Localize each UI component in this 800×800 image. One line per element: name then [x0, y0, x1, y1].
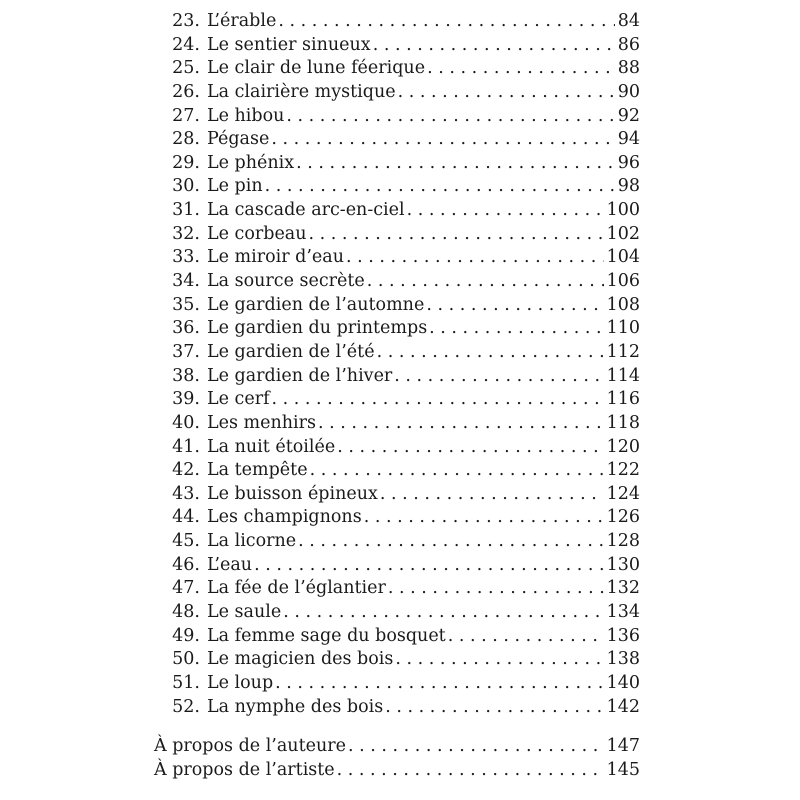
- page-number: 132: [606, 578, 640, 599]
- toc-entry: [0, 128, 800, 152]
- entry-line: [207, 412, 640, 436]
- page-number: 92: [617, 105, 640, 126]
- dot-leader: [380, 483, 604, 507]
- section-gap: [0, 719, 800, 735]
- dot-leader: [296, 152, 615, 176]
- dot-leader: [395, 648, 603, 672]
- entry-line: [207, 530, 640, 554]
- toc-entry: [0, 57, 800, 81]
- chapter-number: 36.: [172, 318, 200, 339]
- entry-line: [207, 57, 640, 81]
- toc-entry: [0, 365, 800, 389]
- page-number: 110: [606, 318, 640, 339]
- chapter-title: Le buisson épineux: [207, 483, 378, 504]
- page-number: 86: [617, 34, 640, 55]
- chapter-number: 40.: [172, 412, 200, 433]
- page-number: 116: [606, 389, 640, 410]
- toc-entry: [0, 506, 800, 530]
- page-number: 126: [606, 507, 640, 528]
- chapter-title: Le loup: [207, 672, 274, 693]
- toc-entry: [0, 294, 800, 318]
- page-number: 106: [606, 271, 640, 292]
- toc-entry: [0, 388, 800, 412]
- dot-leader: [298, 530, 603, 554]
- dot-leader: [283, 601, 603, 625]
- chapter-title: Le gardien de l’automne: [207, 294, 425, 315]
- entry-line: [207, 246, 640, 270]
- chapter-title: Le pin: [207, 176, 263, 197]
- toc-entry: [0, 175, 800, 199]
- chapter-title: La fée de l’églantier: [207, 578, 386, 599]
- page-number: 145: [606, 759, 640, 780]
- toc-entry: [0, 483, 800, 507]
- dot-leader: [309, 223, 604, 247]
- entry-line: [207, 341, 640, 365]
- toc-entry: [0, 601, 800, 625]
- dot-leader: [254, 554, 604, 578]
- entry-line: [207, 436, 640, 460]
- chapter-number: 30.: [172, 176, 200, 197]
- chapter-title: Le magicien des bois: [207, 649, 394, 670]
- chapter-title: Le hibou: [207, 105, 285, 126]
- chapter-number: 45.: [172, 531, 200, 552]
- dot-leader: [448, 625, 604, 649]
- entry-line: [207, 672, 640, 696]
- entry-line: [207, 152, 640, 176]
- appendix-entry: [0, 735, 800, 759]
- toc-entry: [0, 530, 800, 554]
- chapter-title: La licorne: [207, 531, 297, 552]
- chapter-list: [0, 10, 800, 719]
- chapter-title: La clairière mystique: [207, 81, 396, 102]
- dot-leader: [348, 735, 604, 759]
- toc-entry: [0, 199, 800, 223]
- chapter-title: Les menhirs: [207, 412, 316, 433]
- chapter-title: Le saule: [207, 602, 282, 623]
- appendix-list: [0, 735, 800, 782]
- table-of-contents: [0, 10, 800, 783]
- chapter-title: La cascade arc-en-ciel: [207, 200, 405, 221]
- toc-entry: [0, 577, 800, 601]
- appendix-entry: [0, 759, 800, 783]
- chapter-number: 23.: [172, 11, 200, 31]
- chapter-number: 27.: [172, 105, 200, 126]
- entry-line: [207, 270, 640, 294]
- chapter-number: 25.: [172, 58, 200, 79]
- dot-leader: [346, 246, 604, 270]
- dot-leader: [271, 128, 614, 152]
- page-number: 108: [606, 294, 640, 315]
- dot-leader: [398, 81, 615, 105]
- toc-entry: [0, 270, 800, 294]
- entry-line: [207, 294, 640, 318]
- chapter-title: Le gardien de l’été: [207, 341, 375, 362]
- entry-line: [207, 577, 640, 601]
- chapter-number: 39.: [172, 389, 200, 410]
- dot-leader: [394, 365, 603, 389]
- dot-leader: [407, 199, 604, 223]
- chapter-number: 34.: [172, 271, 200, 292]
- entry-line: [207, 365, 640, 389]
- page-number: 98: [617, 176, 640, 197]
- page-number: 88: [617, 58, 640, 79]
- chapter-title: Les champignons: [207, 507, 362, 528]
- toc-entry: [0, 152, 800, 176]
- page-number: 142: [606, 696, 640, 717]
- chapter-title: La nuit étoilée: [207, 436, 336, 457]
- entry-line: [207, 81, 640, 105]
- dot-leader: [286, 105, 614, 129]
- entry-line: [207, 625, 640, 649]
- dot-leader: [373, 34, 615, 58]
- page-number: 124: [606, 483, 640, 504]
- chapter-number: 38.: [172, 365, 200, 386]
- page-number: 128: [606, 531, 640, 552]
- page-number: 118: [606, 412, 640, 433]
- chapter-number: 37.: [172, 341, 200, 362]
- entry-line: [207, 128, 640, 152]
- chapter-title: Le gardien du printemps: [207, 318, 428, 339]
- chapter-number: 29.: [172, 152, 200, 173]
- page-number: 130: [606, 554, 640, 575]
- entry-line: [207, 696, 640, 720]
- page-number: 138: [606, 649, 640, 670]
- chapter-title: Le clair de lune féerique: [207, 58, 426, 79]
- chapter-number: 51.: [172, 672, 200, 693]
- page-number: 94: [617, 129, 640, 150]
- entry-line: [207, 10, 640, 34]
- page-number: 122: [606, 460, 640, 481]
- entry-line: [207, 648, 640, 672]
- toc-entry: [0, 436, 800, 460]
- toc-entry: [0, 317, 800, 341]
- chapter-number: 49.: [172, 625, 200, 646]
- toc-entry: [0, 696, 800, 720]
- dot-leader: [272, 388, 604, 412]
- dot-leader: [318, 412, 604, 436]
- entry-line: [207, 459, 640, 483]
- chapter-title: Le sentier sinueux: [207, 34, 371, 55]
- chapter-title: La source secrète: [207, 271, 365, 292]
- page-number: 96: [617, 152, 640, 173]
- dot-leader: [427, 57, 615, 81]
- toc-entry: [0, 81, 800, 105]
- entry-line: [154, 759, 640, 783]
- dot-leader: [367, 270, 604, 294]
- toc-entry: [0, 246, 800, 270]
- toc-entry: [0, 10, 800, 34]
- chapter-number: 28.: [172, 129, 200, 150]
- entry-line: [207, 34, 640, 58]
- entry-line: [154, 735, 640, 759]
- entry-line: [207, 175, 640, 199]
- entry-line: [207, 317, 640, 341]
- chapter-number: 24.: [172, 34, 200, 55]
- page-number: 147: [606, 736, 640, 757]
- toc-entry: [0, 648, 800, 672]
- dot-leader: [377, 341, 604, 365]
- chapter-title: L’eau: [207, 554, 253, 575]
- chapter-number: 32.: [172, 223, 200, 244]
- chapter-number: 47.: [172, 578, 200, 599]
- chapter-number: 43.: [172, 483, 200, 504]
- dot-leader: [265, 175, 615, 199]
- dot-leader: [385, 696, 603, 720]
- page-number: 140: [606, 672, 640, 693]
- toc-entry: [0, 672, 800, 696]
- chapter-title: Le corbeau: [207, 223, 307, 244]
- dot-leader: [278, 10, 614, 34]
- page-number: 114: [606, 365, 640, 386]
- entry-line: [207, 506, 640, 530]
- chapter-number: 26.: [172, 81, 200, 102]
- chapter-title: L’érable: [207, 11, 277, 31]
- page-number: 102: [606, 223, 640, 244]
- chapter-number: 35.: [172, 294, 200, 315]
- chapter-title: Le cerf: [207, 389, 270, 410]
- chapter-number: 42.: [172, 460, 200, 481]
- dot-leader: [388, 577, 604, 601]
- chapter-number: 41.: [172, 436, 200, 457]
- entry-line: [207, 554, 640, 578]
- chapter-number: 50.: [172, 649, 200, 670]
- entry-line: [207, 199, 640, 223]
- page-number: 112: [606, 341, 640, 362]
- dot-leader: [310, 459, 604, 483]
- toc-entry: [0, 105, 800, 129]
- toc-entry: [0, 223, 800, 247]
- appendix-title: À propos de l’artiste: [154, 759, 335, 780]
- page-number: 84: [617, 11, 640, 31]
- chapter-title: La femme sage du bosquet: [207, 625, 446, 646]
- toc-entry: [0, 459, 800, 483]
- chapter-title: Le miroir d’eau: [207, 247, 344, 268]
- toc-entry: [0, 625, 800, 649]
- entry-line: [207, 601, 640, 625]
- page-number: 100: [606, 200, 640, 221]
- page-number: 90: [617, 81, 640, 102]
- dot-leader: [337, 759, 604, 783]
- chapter-number: 31.: [172, 200, 200, 221]
- chapter-title: La nymphe des bois: [207, 696, 384, 717]
- dot-leader: [275, 672, 603, 696]
- page-number: 134: [606, 602, 640, 623]
- dot-leader: [429, 317, 603, 341]
- dot-leader: [426, 294, 603, 318]
- toc-entry: [0, 412, 800, 436]
- toc-entry: [0, 554, 800, 578]
- page-number: 104: [606, 247, 640, 268]
- chapter-number: 52.: [172, 696, 200, 717]
- page-number: 120: [606, 436, 640, 457]
- dot-leader: [364, 506, 604, 530]
- appendix-title: À propos de l’auteure: [154, 736, 346, 757]
- toc-entry: [0, 341, 800, 365]
- chapter-number: 46.: [172, 554, 200, 575]
- chapter-title: Le phénix: [207, 152, 295, 173]
- chapter-title: Pégase: [207, 129, 270, 150]
- toc-entry: [0, 34, 800, 58]
- chapter-number: 48.: [172, 602, 200, 623]
- entry-line: [207, 483, 640, 507]
- entry-line: [207, 223, 640, 247]
- page-number: 136: [606, 625, 640, 646]
- entry-line: [207, 105, 640, 129]
- chapter-number: 33.: [172, 247, 200, 268]
- chapter-number: 44.: [172, 507, 200, 528]
- chapter-title: La tempête: [207, 460, 308, 481]
- entry-line: [207, 388, 640, 412]
- chapter-title: Le gardien de l’hiver: [207, 365, 393, 386]
- dot-leader: [337, 436, 603, 460]
